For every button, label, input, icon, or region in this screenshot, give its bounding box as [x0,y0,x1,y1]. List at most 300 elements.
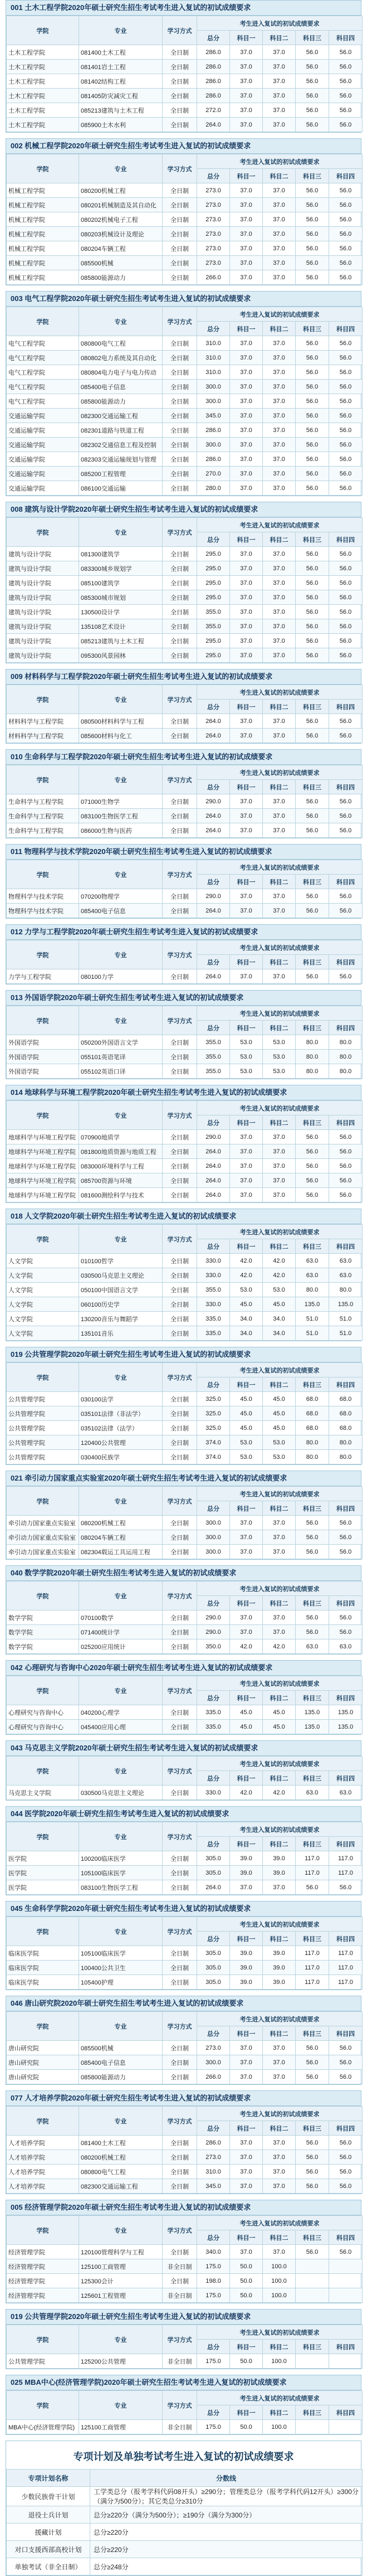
cell-subject2: 37.0 [263,1188,296,1202]
cell-subject4: 56.0 [329,2136,363,2150]
cell-subject2: 37.0 [263,365,296,380]
header-total: 总分 [197,2340,230,2354]
cell-major: 080802电力系统及其自动化 [79,351,163,365]
section-title: 019 公共管理学院2020年硕士研究生招生考试考生进入复试的初试成绩要求 [6,2310,361,2325]
header-row [7,2012,363,2026]
score-section [6,1209,361,1341]
cell-major: 085400电子信息 [79,2055,163,2070]
cell-study-mode: 非全日制 [163,2420,197,2434]
cell-major: 071400统计学 [79,1625,163,1639]
cell-total: 325.0 [197,1392,230,1406]
section-title: 011 物理科学与技术学院2020年硕士研究生招生考试考生进入复试的初试成绩要求 [6,845,361,860]
cell-study-mode: 全日制 [163,794,197,809]
cell-subject1: 34.0 [230,1326,263,1341]
cell-subject2: 37.0 [263,2055,296,2070]
cell-subject3: 56.0 [296,1159,329,1173]
header-subj1: 科目一 [230,2340,263,2354]
cell-major: 081402结构工程 [79,74,163,89]
plan-score: 总分≥220分（满分为500分）；≥190分（满分为300分） [90,2506,363,2524]
cell-subject2: 100.0 [263,2354,296,2369]
header-requirement: 考生进入复试的初试成绩要求 [197,2216,363,2230]
cell-total: 286.0 [197,452,230,467]
table-row [7,212,363,227]
cell-subject1: 37.0 [230,423,263,438]
section-title: 010 生命科学与工程学院2020年硕士研究生招生考试考生进入复试的初试成绩要求 [6,750,361,765]
cell-major: 130200音乐与舞蹈学 [79,1312,163,1326]
cell-subject4: 80.0 [329,1450,363,1464]
table-row [7,452,363,467]
cell-college: 人文学院 [7,1254,79,1268]
cell-college: 机械工程学院 [7,256,79,270]
cell-subject3: 56.0 [296,648,329,663]
header-subj1: 科目一 [230,1377,263,1392]
header-subj1: 科目一 [230,1771,263,1786]
cell-subject3: 56.0 [296,241,329,256]
section-title: 012 力学与工程学院2020年硕士研究生招生考试考生进入复试的初试成绩要求 [6,925,361,940]
header-row [7,1101,363,1115]
cell-study-mode: 全日制 [163,1254,197,1268]
cell-major: 125100工商管理 [79,2420,163,2434]
cell-major: 085800能源动力 [79,2070,163,2084]
header-total: 总分 [197,2405,230,2420]
cell-study-mode: 全日制 [163,648,197,663]
cell-major: 105400护理 [79,1975,163,1990]
header-subj1: 科目一 [230,1115,263,1130]
table-row [7,2136,363,2150]
cell-subject2: 37.0 [263,45,296,60]
cell-subject3: 117.0 [296,1961,329,1975]
cell-subject1: 37.0 [230,714,263,729]
cell-total: 280.0 [197,481,230,496]
header-subj3: 科目三 [296,700,329,714]
cell-college: 建筑与设计学院 [7,648,79,663]
score-table [6,307,363,496]
cell-subject4 [329,2288,363,2303]
cell-major: 086000生物与医药 [79,823,163,838]
cell-subject4: 56.0 [329,60,363,74]
cell-subject1: 42.0 [230,1639,263,1654]
cell-subject4: 56.0 [329,1130,363,1144]
cell-subject4: 56.0 [329,438,363,452]
cell-major: 035101法律（非法学） [79,1406,163,1421]
cell-subject2: 37.0 [263,227,296,241]
table-row [7,1720,363,1734]
cell-subject1: 37.0 [230,2136,263,2150]
cell-subject1: 37.0 [230,241,263,256]
table-row [7,2055,363,2070]
cell-subject4: 56.0 [329,481,363,496]
cell-study-mode: 全日制 [163,183,197,198]
header-subj4: 科目四 [329,780,363,794]
cell-subject1: 53.0 [230,1050,263,1064]
cell-subject4: 56.0 [329,270,363,285]
cell-college: 建筑与设计学院 [7,561,79,576]
special-row [7,2524,363,2541]
header-row [7,1917,363,1932]
cell-subject1: 45.0 [230,1297,263,1312]
cell-subject1: 37.0 [230,212,263,227]
cell-subject2: 37.0 [263,619,296,634]
header-row [7,940,363,955]
header-college: 学院 [7,307,79,336]
header-college: 学院 [7,765,79,794]
header-subj1: 科目一 [230,1691,263,1705]
table-row [7,1173,363,1188]
score-section [6,924,361,984]
cell-subject3: 80.0 [296,1064,329,1079]
cell-college: 牵引动力国家重点实验室 [7,1545,79,1559]
cell-subject4: 56.0 [329,2070,363,2084]
header-row [7,1006,363,1021]
cell-study-mode: 全日制 [163,2070,197,2084]
score-table [6,685,363,743]
table-row [7,1326,363,1341]
cell-subject3: 117.0 [296,1866,329,1880]
cell-total: 264.0 [197,729,230,743]
cell-total: 305.0 [197,1946,230,1961]
cell-total: 286.0 [197,89,230,103]
plan-name: 少数民族骨干计划 [7,2487,90,2506]
cell-total: 305.0 [197,1975,230,1990]
header-subj2: 科目二 [263,1771,296,1786]
table-row [7,1625,363,1639]
cell-total: 264.0 [197,714,230,729]
page-content [6,0,361,2576]
header-subj2: 科目二 [263,2405,296,2420]
cell-subject1: 37.0 [230,1545,263,1559]
cell-subject3: 56.0 [296,969,329,984]
cell-major: 025200应用统计 [79,1639,163,1654]
header-major: 专业 [79,518,163,547]
cell-subject4: 56.0 [329,823,363,838]
plan-name: 对口支援西部高校计划 [7,2541,90,2558]
cell-major: 135101音乐 [79,1326,163,1341]
cell-major: 071000生物学 [79,794,163,809]
cell-total: 355.0 [197,1283,230,1297]
cell-subject2: 100.0 [263,2288,296,2303]
header-requirement: 考生进入复试的初试成绩要求 [197,1917,363,1932]
cell-college: 经济管理学院 [7,2274,79,2288]
cell-subject1: 37.0 [230,270,263,285]
table-row [7,241,363,256]
header-subj3: 科目三 [296,169,329,183]
cell-subject2: 53.0 [263,1435,296,1450]
table-row [7,2041,363,2055]
cell-major: 085800能源动力 [79,394,163,409]
header-college: 学院 [7,940,79,969]
header-subj2: 科目二 [263,1115,296,1130]
cell-major: 060100历史学 [79,1297,163,1312]
header-total: 总分 [197,169,230,183]
header-college: 学院 [7,1822,79,1851]
cell-college: 电气工程学院 [7,365,79,380]
cell-major: 030500马克思主义理论 [79,1268,163,1283]
header-total: 总分 [197,1596,230,1610]
header-study-mode: 学习方式 [163,1822,197,1851]
cell-subject4: 56.0 [329,227,363,241]
header-major: 专业 [79,154,163,183]
cell-subject3: 56.0 [296,198,329,212]
cell-subject3: 56.0 [296,2070,329,2084]
cell-total: 273.0 [197,256,230,270]
cell-subject1: 50.0 [230,2274,263,2288]
cell-subject4: 56.0 [329,212,363,227]
cell-subject1: 53.0 [230,1064,263,1079]
header-subj1: 科目一 [230,1239,263,1254]
cell-subject3: 135.0 [296,1297,329,1312]
cell-college: 人文学院 [7,1268,79,1283]
header-college: 学院 [7,1582,79,1610]
header-total: 总分 [197,1377,230,1392]
section-title: 077 人才培养学院2020年硕士研究生招生考试考生进入复试的初试成绩要求 [6,2091,361,2106]
header-subj2: 科目二 [263,31,296,45]
cell-college: 电气工程学院 [7,380,79,394]
cell-subject4: 80.0 [329,1050,363,1064]
cell-college: 地球科学与环境工程学院 [7,1173,79,1188]
cell-major: 070900地质学 [79,1130,163,1144]
cell-subject2: 53.0 [263,1050,296,1064]
cell-subject4: 56.0 [329,336,363,351]
cell-study-mode: 全日制 [163,198,197,212]
cell-total: 355.0 [197,1035,230,1050]
cell-total: 286.0 [197,423,230,438]
cell-major: 081400土木工程 [79,45,163,60]
cell-subject1: 37.0 [230,365,263,380]
cell-total: 305.0 [197,1851,230,1866]
header-row [7,2391,363,2405]
cell-major: 085900土木水利 [79,118,163,132]
cell-study-mode: 全日制 [163,256,197,270]
cell-major: 082304载运工具运用工程 [79,1545,163,1559]
plan-name: 退役士兵计划 [7,2506,90,2524]
cell-subject3 [296,2274,329,2288]
cell-subject4 [329,2420,363,2434]
cell-major: 085500机械 [79,256,163,270]
cell-subject1: 37.0 [230,256,263,270]
header-subj3: 科目三 [296,2340,329,2354]
cell-study-mode: 全日制 [163,2041,197,2055]
header-requirement: 考生进入复试的初试成绩要求 [197,1101,363,1115]
cell-subject2: 53.0 [263,1035,296,1050]
cell-college: 医学院 [7,1851,79,1866]
cell-subject4 [329,2274,363,2288]
cell-subject1: 37.0 [230,452,263,467]
cell-subject1: 42.0 [230,1268,263,1283]
cell-subject2: 37.0 [263,452,296,467]
section-title: 018 人文学院2020年硕士研究生招生考试考生进入复试的初试成绩要求 [6,1209,361,1224]
cell-subject3: 135.0 [296,1705,329,1720]
header-subj2: 科目二 [263,532,296,547]
cell-major: 125100工商管理 [79,2259,163,2274]
cell-major: 082302交通信息工程及控制 [79,438,163,452]
cell-major: 082301道路与铁道工程 [79,423,163,438]
header-subj1: 科目一 [230,169,263,183]
cell-subject2: 37.0 [263,336,296,351]
cell-major: 085213建筑与土木工程 [79,634,163,648]
cell-subject3: 80.0 [296,1283,329,1297]
header-subj3: 科目三 [296,780,329,794]
cell-subject3: 80.0 [296,1450,329,1464]
table-row [7,1130,363,1144]
cell-study-mode: 全日制 [163,1705,197,1720]
cell-subject4: 80.0 [329,1435,363,1450]
score-table [6,1224,363,1341]
cell-college: 机械工程学院 [7,270,79,285]
header-requirement: 考生进入复试的初试成绩要求 [197,2391,363,2405]
section-title: 043 马克思主义学院2020年硕士研究生招生考试考生进入复试的初试成绩要求 [6,1741,361,1756]
cell-subject3: 56.0 [296,118,329,132]
cell-subject2: 53.0 [263,1064,296,1079]
header-subj1: 科目一 [230,700,263,714]
header-requirement: 考生进入复试的初试成绩要求 [197,1822,363,1837]
cell-subject2: 37.0 [263,809,296,823]
cell-subject4: 56.0 [329,2150,363,2165]
header-major: 专业 [79,765,163,794]
header-row [7,765,363,780]
cell-subject1: 37.0 [230,481,263,496]
cell-study-mode: 全日制 [163,1312,197,1326]
cell-total: 355.0 [197,1050,230,1064]
score-table [6,765,363,838]
cell-total: 374.0 [197,1435,230,1450]
cell-study-mode: 全日制 [163,1625,197,1639]
table-row [7,714,363,729]
cell-major: 045400应用心理 [79,1720,163,1734]
header-college: 学院 [7,685,79,714]
cell-total: 300.0 [197,438,230,452]
cell-college: 电气工程学院 [7,336,79,351]
cell-subject4: 56.0 [329,2179,363,2194]
cell-subject1: 50.0 [230,2420,263,2434]
cell-major: 030500马克思主义理论 [79,1786,163,1800]
cell-total: 295.0 [197,634,230,648]
table-row [7,2354,363,2369]
cell-subject2: 100.0 [263,2259,296,2274]
header-college: 学院 [7,518,79,547]
cell-college: 建筑与设计学院 [7,547,79,561]
score-table [6,1100,363,1202]
cell-college: 材料科学与工程学院 [7,714,79,729]
header-subj4: 科目四 [329,2405,363,2420]
header-major: 专业 [79,860,163,889]
cell-study-mode: 全日制 [163,2274,197,2288]
cell-total: 355.0 [197,1064,230,1079]
header-requirement: 考生进入复试的初试成绩要求 [197,685,363,700]
cell-subject3: 56.0 [296,1610,329,1625]
table-row [7,1159,363,1173]
header-subj3: 科目三 [296,31,329,45]
score-table [6,1486,363,1559]
cell-subject2: 37.0 [263,576,296,590]
header-requirement: 考生进入复试的初试成绩要求 [197,1757,363,1771]
cell-subject1: 53.0 [230,1450,263,1464]
cell-subject2: 45.0 [263,1705,296,1720]
cell-study-mode: 非全日制 [163,2259,197,2274]
score-section [6,1901,361,1990]
cell-subject3: 56.0 [296,227,329,241]
cell-subject2: 37.0 [263,89,296,103]
cell-total: 335.0 [197,1326,230,1341]
cell-subject1: 37.0 [230,438,263,452]
cell-major: 082300交通运输工程 [79,409,163,423]
cell-subject4: 56.0 [329,590,363,605]
header-requirement: 考生进入复试的初试成绩要求 [197,940,363,955]
header-study-mode: 学习方式 [163,2216,197,2245]
cell-study-mode: 全日制 [163,60,197,74]
cell-subject1: 37.0 [230,823,263,838]
cell-study-mode: 全日制 [163,619,197,634]
special-row [7,2541,363,2558]
header-subj4: 科目四 [329,31,363,45]
cell-total: 264.0 [197,1159,230,1173]
table-row [7,1946,363,1961]
header-study-mode: 学习方式 [163,307,197,336]
cell-major: 085700资源与环境 [79,1173,163,1188]
cell-subject3: 56.0 [296,1130,329,1144]
cell-major: 081300建筑学 [79,547,163,561]
cell-study-mode: 全日制 [163,547,197,561]
table-row [7,794,363,809]
cell-total: 295.0 [197,547,230,561]
section-title: 019 公共管理学院2020年硕士研究生招生考试考生进入复试的初试成绩要求 [6,1347,361,1362]
cell-total: 175.0 [197,2420,230,2434]
table-row [7,2179,363,2194]
table-row [7,648,363,663]
cell-subject4: 56.0 [329,1144,363,1159]
cell-study-mode: 全日制 [163,1639,197,1654]
cell-college: 外国语学院 [7,1035,79,1050]
table-row [7,1530,363,1545]
cell-subject2: 37.0 [263,270,296,285]
table-row [7,1450,363,1464]
section-title: 040 数学学院2020年硕士研究生招生考试考生进入复试的初试成绩要求 [6,1566,361,1581]
cell-subject1: 37.0 [230,809,263,823]
cell-subject4: 135.0 [329,1705,363,1720]
cell-subject1: 37.0 [230,74,263,89]
header-study-mode: 学习方式 [163,2325,197,2354]
cell-subject3: 56.0 [296,212,329,227]
cell-major: 085400电子信息 [79,904,163,918]
header-major: 专业 [79,2325,163,2354]
section-title: 002 机械工程学院2020年硕士研究生招生考试考生进入复试的初试成绩要求 [6,139,361,154]
cell-study-mode: 全日制 [163,1720,197,1734]
cell-subject4: 51.0 [329,1312,363,1326]
header-requirement: 考生进入复试的初试成绩要求 [197,154,363,169]
cell-subject3: 68.0 [296,1406,329,1421]
cell-total: 286.0 [197,60,230,74]
cell-subject4: 56.0 [329,241,363,256]
section-title: 001 土木工程学院2020年硕士研究生招生考试考生进入复试的初试成绩要求 [6,1,361,16]
header-requirement: 考生进入复试的初试成绩要求 [197,1582,363,1596]
cell-major: 081400土木工程 [79,2136,163,2150]
table-row [7,1406,363,1421]
cell-total: 300.0 [197,1516,230,1530]
cell-subject4: 56.0 [329,74,363,89]
header-study-mode: 学习方式 [163,1101,197,1130]
cell-total: 270.0 [197,467,230,481]
header-subj4: 科目四 [329,1501,363,1516]
header-college: 学院 [7,2325,79,2354]
table-row [7,2165,363,2179]
cell-subject2: 37.0 [263,1610,296,1625]
cell-subject3: 56.0 [296,1625,329,1639]
cell-major: 055102英语口译 [79,1064,163,1079]
header-row [7,518,363,532]
cell-subject1: 45.0 [230,1406,263,1421]
cell-subject2: 45.0 [263,1392,296,1406]
table-row [7,1035,363,1050]
cell-subject3: 56.0 [296,904,329,918]
